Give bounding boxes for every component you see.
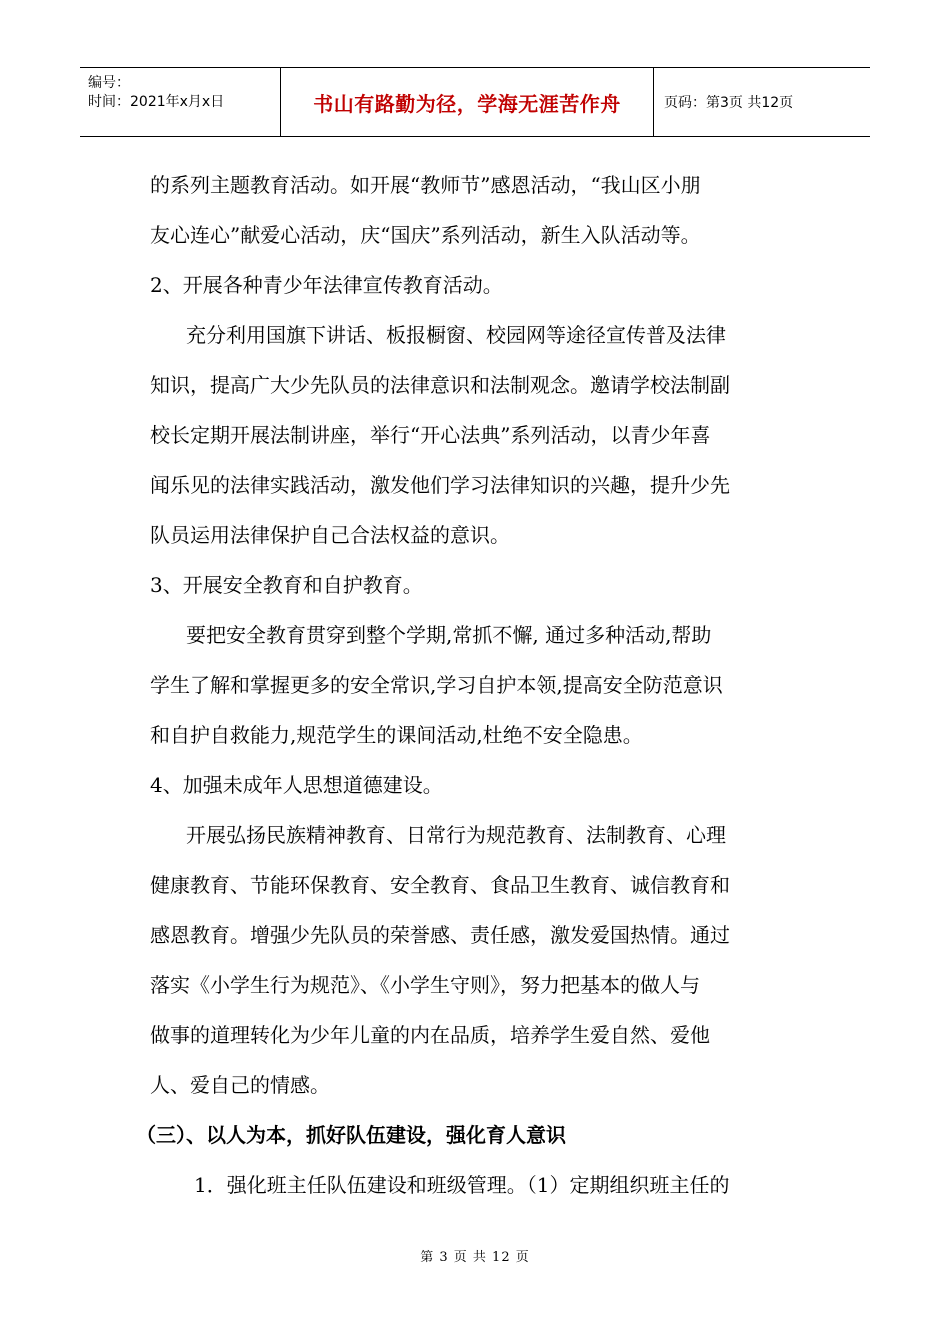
section-heading: （三）、以人为本，抓好队伍建设，强化育人意识 xyxy=(136,1123,566,1147)
paragraph-line: 要把安全教育贯穿到整个学期,常抓不懈, 通过多种活动,帮助 xyxy=(186,623,712,647)
paragraph-line: 校长定期开展法制讲座，举行“开心法典”系列活动，以青少年喜 xyxy=(150,423,711,447)
paragraph-line: 学生了解和掌握更多的安全常识,学习自护本领,提高安全防范意识 xyxy=(150,673,723,697)
page-footer: 第 3 页 共 12 页 xyxy=(420,1250,530,1265)
paragraph-line: 健康教育、节能环保教育、安全教育、食品卫生教育、诚信教育和 xyxy=(150,873,730,897)
motto-text: 书山有路勤为径，学海无涯苦作舟 xyxy=(313,91,621,116)
header-meta-cell xyxy=(80,68,281,136)
document-header xyxy=(80,67,870,137)
paragraph-line: 落实《小学生行为规范》、《小学生守则》，努力把基本的做人与 xyxy=(150,973,700,997)
paragraph-line: 人、爱自己的情感。 xyxy=(150,1073,330,1097)
section-item-heading: 4、加强未成年人思想道德建设。 xyxy=(150,773,443,797)
paragraph-line: 知识，提高广大少先队员的法律意识和法制观念。邀请学校法制副 xyxy=(150,373,730,397)
paragraph-line: 友心连心”献爱心活动，庆“国庆”系列活动，新生入队活动等。 xyxy=(150,223,701,247)
paragraph-line: 充分利用国旗下讲话、板报橱窗、校园网等途径宣传普及法律 xyxy=(186,323,726,347)
section-item-heading: 2、开展各种青少年法律宣传教育活动。 xyxy=(150,273,503,297)
document-body xyxy=(136,160,810,1210)
time-label: 时间：2021年x月x日 xyxy=(88,94,225,110)
header-page-cell xyxy=(654,68,870,136)
paragraph-line: 开展弘扬民族精神教育、日常行为规范教育、法制教育、心理 xyxy=(186,823,726,847)
section-item-heading: 3、开展安全教育和自护教育。 xyxy=(150,573,423,597)
paragraph-line: 做事的道理转化为少年儿童的内在品质，培养学生爱自然、爱他 xyxy=(150,1023,710,1047)
page-info: 页码：第3页 共12页 xyxy=(664,95,794,111)
number-label: 编号： xyxy=(88,75,130,91)
header-motto-cell xyxy=(281,68,654,136)
paragraph-line: 感恩教育。增强少先队员的荣誉感、责任感，激发爱国热情。通过 xyxy=(150,923,730,947)
paragraph-line: 1．强化班主任队伍建设和班级管理。（1）定期组织班主任的 xyxy=(194,1173,730,1197)
paragraph-line: 队员运用法律保护自己合法权益的意识。 xyxy=(150,523,510,547)
paragraph-line: 闻乐见的法律实践活动，激发他们学习法律知识的兴趣，提升少先 xyxy=(150,473,730,497)
paragraph-line: 和自护自救能力,规范学生的课间活动,杜绝不安全隐患。 xyxy=(150,723,643,747)
paragraph-line: 的系列主题教育活动。如开展“教师节”感恩活动，“我山区小朋 xyxy=(150,173,701,197)
